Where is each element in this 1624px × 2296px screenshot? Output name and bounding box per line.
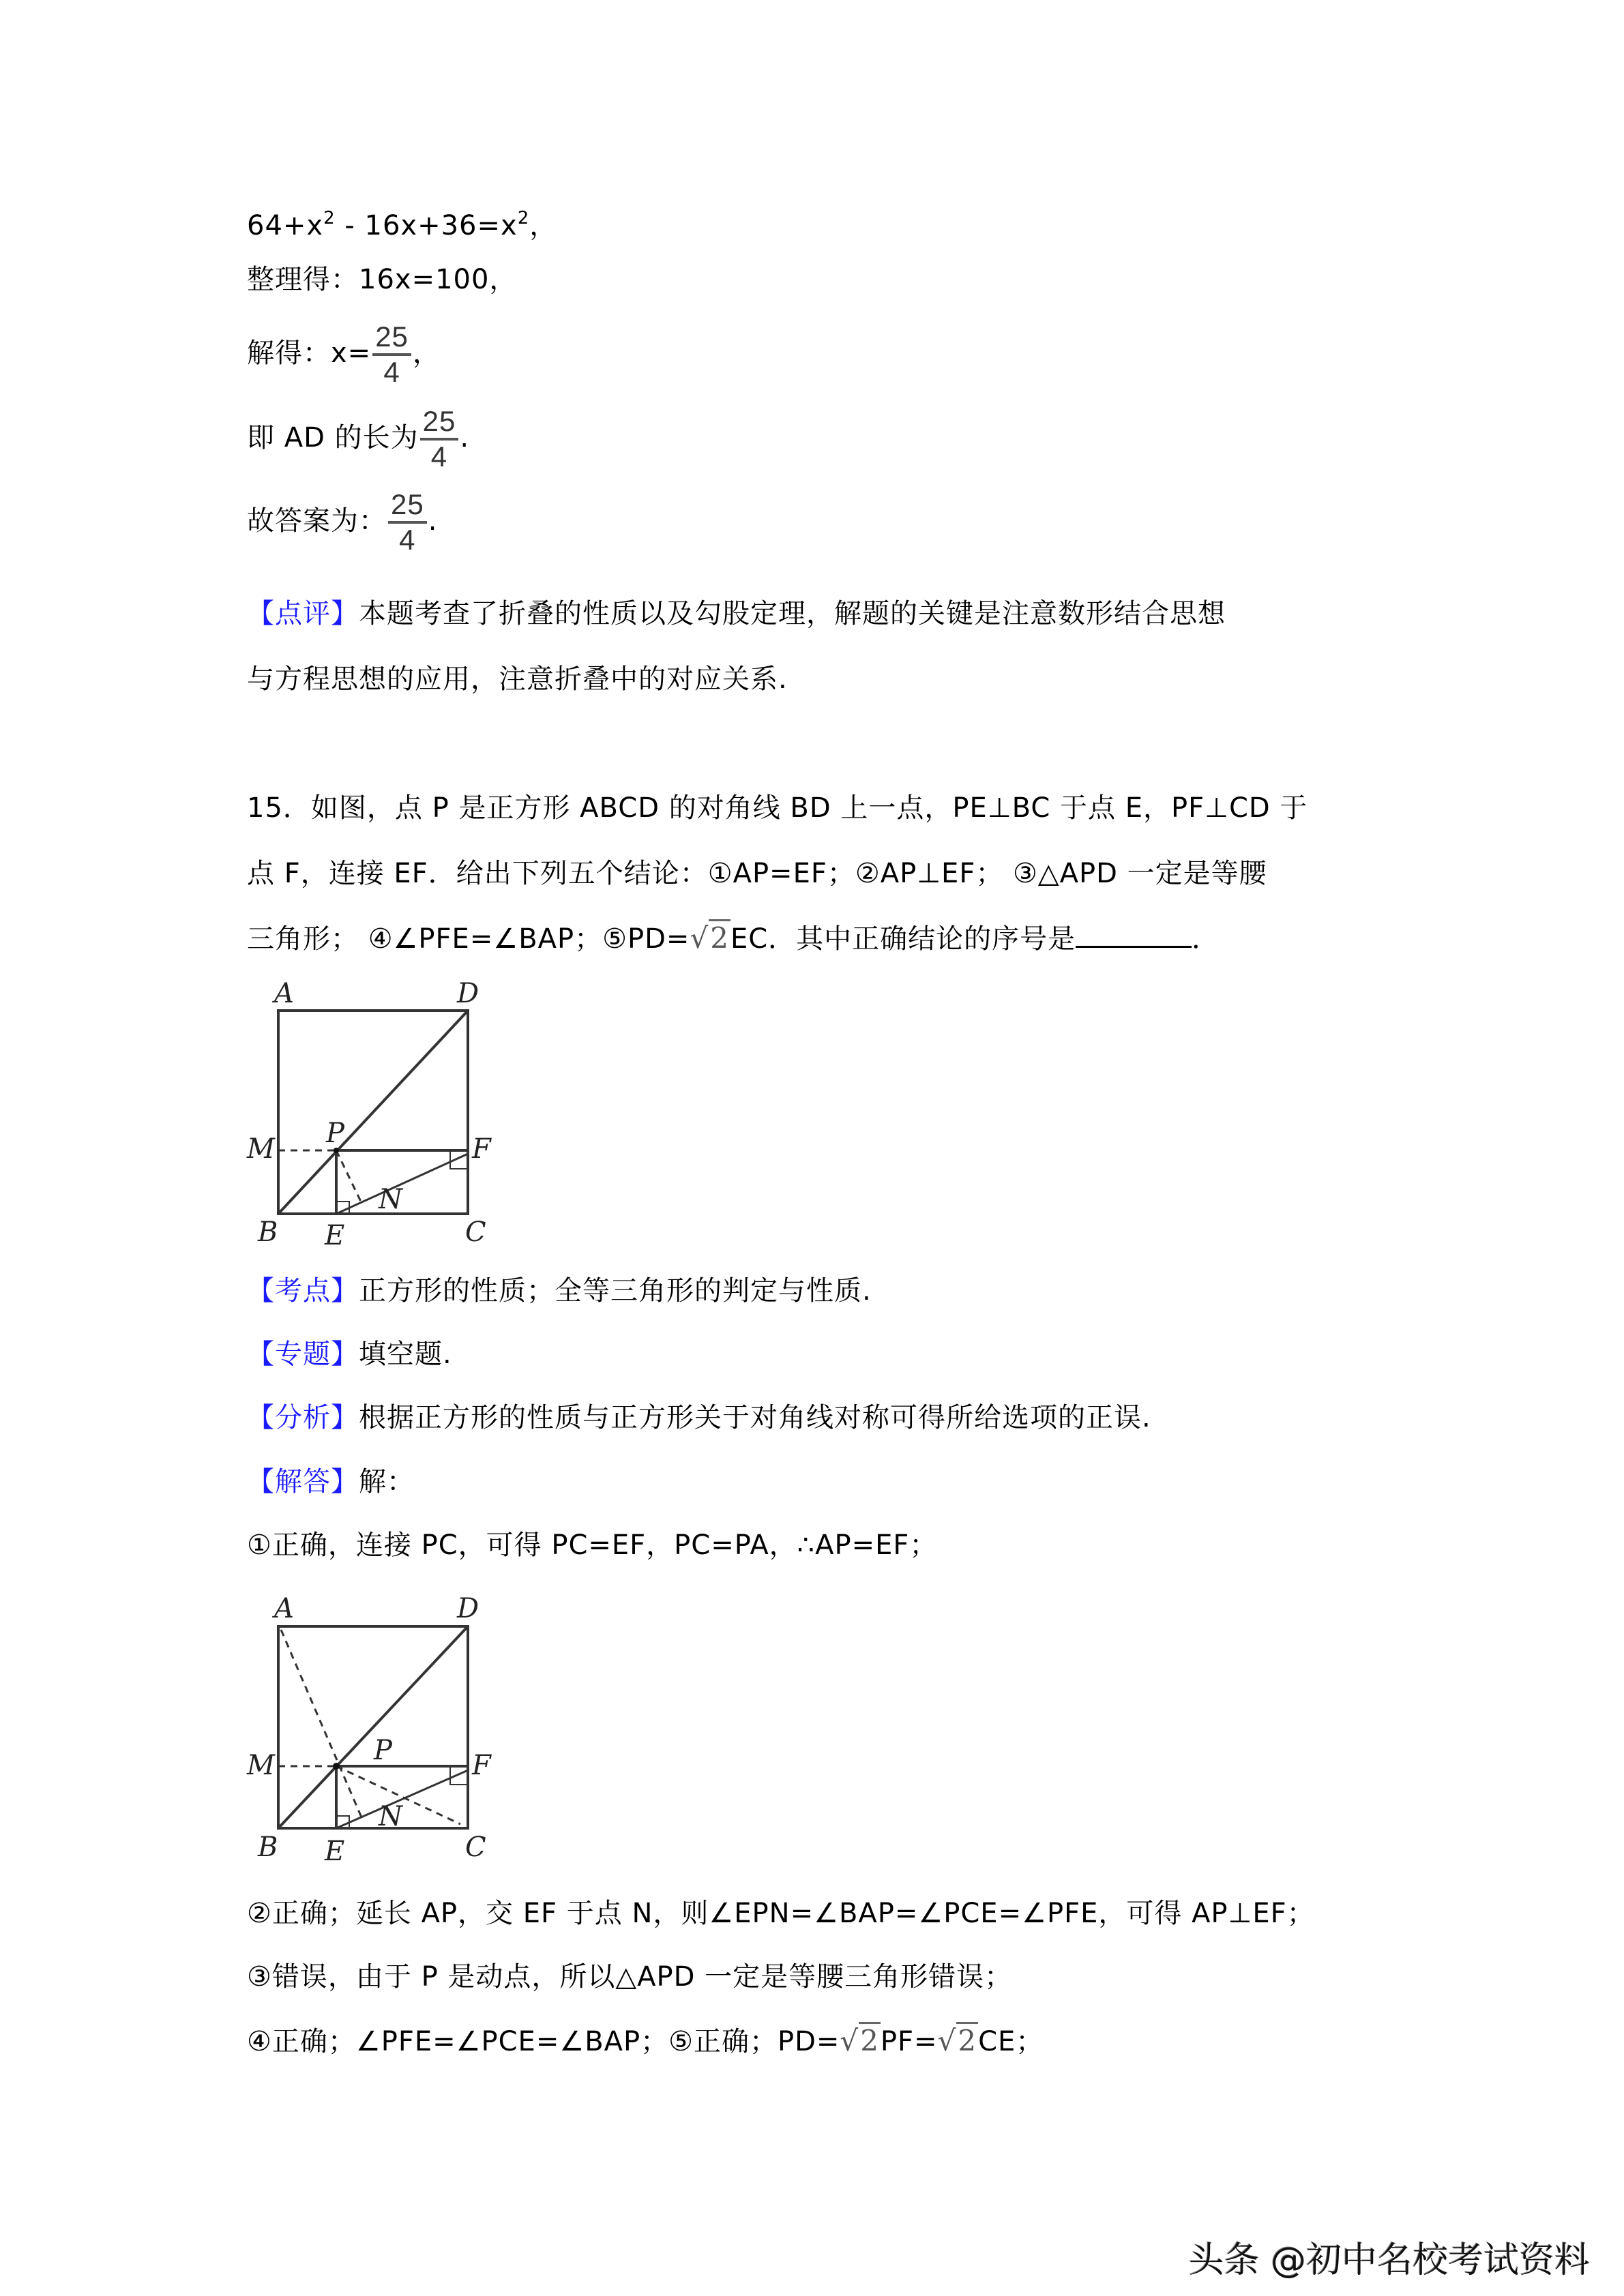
numerator: 25 bbox=[391, 488, 424, 520]
label-f: F bbox=[472, 1133, 491, 1165]
label-n: N bbox=[379, 1801, 402, 1832]
equation-line-1 bbox=[247, 199, 557, 245]
geometry-figure-2 bbox=[232, 1582, 518, 1882]
label-d: D bbox=[457, 1593, 479, 1624]
kaodian-text: 正方形的性质；全等三角形的判定与性质. bbox=[359, 1275, 872, 1307]
punctuation: . bbox=[428, 505, 438, 537]
punctuation: ． bbox=[1192, 923, 1220, 955]
label-a: A bbox=[274, 1593, 294, 1624]
radicand: 2 bbox=[956, 2022, 978, 2057]
zhuanti-tag: 【专题】 bbox=[247, 1339, 359, 1370]
comment-line-1 bbox=[247, 595, 1226, 633]
label-e: E bbox=[325, 1220, 345, 1251]
zhuanti-line bbox=[247, 1335, 452, 1373]
label-m: M bbox=[247, 1133, 275, 1165]
kaodian-tag: 【考点】 bbox=[247, 1275, 359, 1307]
numerator: 25 bbox=[422, 405, 456, 437]
diagonal-bd bbox=[278, 1626, 468, 1828]
equation-text: 解得：x= bbox=[247, 338, 372, 369]
square-diagram-with-auxiliary-lines bbox=[232, 1582, 518, 1882]
denominator: 4 bbox=[399, 524, 416, 556]
radicand: 2 bbox=[859, 2022, 881, 2057]
fenxi-line bbox=[247, 1399, 1151, 1437]
label-a: A bbox=[274, 978, 294, 1009]
square-diagram bbox=[232, 968, 518, 1255]
denominator: 4 bbox=[430, 441, 448, 473]
comment-tag: 【点评】 bbox=[247, 598, 359, 629]
label-b: B bbox=[258, 1832, 278, 1863]
dashed-apn bbox=[281, 1630, 361, 1817]
exponent: 2 bbox=[517, 208, 530, 228]
watermark: 头条 @初中名校考试资料 bbox=[1188, 2240, 1590, 2281]
fenxi-text: 根据正方形的性质与正方形关于对角线对称可得所给选项的正误. bbox=[359, 1402, 1151, 1433]
step-text: ④正确；∠PFE=∠PCE=∠BAP；⑤正确；PD= bbox=[247, 2026, 840, 2057]
fraction-25-4 bbox=[372, 320, 411, 389]
equation-text: 即 AD 的长为 bbox=[247, 422, 419, 453]
question-15-line-1: 15．如图，点 P 是正方形 ABCD 的对角线 BD 上一点，PE⊥BC 于点 E，PF⊥CD 于 bbox=[247, 792, 1308, 824]
fraction-25-4 bbox=[420, 405, 459, 473]
diagonal-bd bbox=[278, 1011, 468, 1214]
answer-blank[interactable] bbox=[1076, 919, 1192, 948]
jieda-text: 解： bbox=[359, 1466, 415, 1497]
sqrt-symbol: √2 bbox=[938, 2022, 979, 2057]
step-4-5-line bbox=[247, 2022, 1044, 2061]
label-p: P bbox=[374, 1735, 392, 1766]
equation-text: 64+x bbox=[247, 210, 324, 241]
geometry-figure-1 bbox=[232, 968, 518, 1255]
point-p bbox=[333, 1763, 340, 1770]
label-p: P bbox=[326, 1118, 344, 1149]
punctuation: ， bbox=[412, 338, 441, 369]
right-angle-f bbox=[450, 1766, 468, 1785]
label-m: M bbox=[247, 1750, 275, 1781]
comment-text: 本题考查了折叠的性质以及勾股定理，解题的关键是注意数形结合思想 bbox=[359, 598, 1226, 629]
question-15-line-2: 点 F，连接 EF．给出下列五个结论：①AP=EF；②AP⊥EF； ③△APD 一定是等腰 bbox=[247, 858, 1267, 889]
equation-text: - 16x+36=x bbox=[335, 210, 518, 241]
equation-line-3 bbox=[247, 320, 441, 389]
step-text: PF= bbox=[880, 2026, 938, 2057]
punctuation: ， bbox=[529, 210, 558, 241]
exponent: 2 bbox=[323, 208, 336, 228]
sqrt-symbol: √2 bbox=[690, 919, 730, 955]
label-c: C bbox=[465, 1832, 486, 1863]
step-2-line: ②正确；延长 AP，交 EF 于点 N，则∠EPN=∠BAP=∠PCE=∠PFE，可得 AP⊥EF； bbox=[247, 1898, 1315, 1929]
zhuanti-text: 填空题. bbox=[359, 1339, 452, 1370]
answer-line bbox=[247, 488, 437, 556]
fraction-25-4 bbox=[388, 488, 427, 556]
question-text: 三角形； ④∠PFE=∠BAP；⑤PD= bbox=[247, 923, 690, 955]
fenxi-tag: 【分析】 bbox=[247, 1402, 359, 1433]
label-d: D bbox=[457, 978, 479, 1009]
denominator: 4 bbox=[383, 356, 400, 388]
radicand: 2 bbox=[709, 919, 730, 955]
question-15-line-3 bbox=[247, 919, 1220, 958]
equation-line-2: 整理得：16x=100， bbox=[247, 264, 518, 295]
label-e: E bbox=[325, 1836, 345, 1867]
jieda-tag: 【解答】 bbox=[247, 1466, 359, 1497]
question-text: EC．其中正确结论的序号是 bbox=[730, 923, 1076, 955]
sqrt-symbol: √2 bbox=[840, 2022, 881, 2057]
step-3-line: ③错误，由于 P 是动点，所以△APD 一定是等腰三角形错误； bbox=[247, 1961, 1013, 1993]
label-f: F bbox=[472, 1750, 491, 1781]
equation-line-4 bbox=[247, 405, 469, 473]
comment-line-2: 与方程思想的应用，注意折叠中的对应关系. bbox=[247, 664, 788, 695]
label-c: C bbox=[465, 1217, 486, 1248]
equation-text: 故答案为： bbox=[247, 505, 387, 537]
step-1-line: ①正确，连接 PC，可得 PC=EF，PC=PA，∴AP=EF； bbox=[247, 1530, 938, 1561]
label-n: N bbox=[379, 1184, 402, 1215]
step-text: CE； bbox=[978, 2026, 1044, 2057]
dashed-pn bbox=[336, 1150, 361, 1203]
numerator: 25 bbox=[375, 320, 409, 353]
punctuation: . bbox=[460, 422, 470, 453]
kaodian-line bbox=[247, 1272, 872, 1310]
jieda-line bbox=[247, 1463, 415, 1501]
label-b: B bbox=[258, 1217, 278, 1248]
